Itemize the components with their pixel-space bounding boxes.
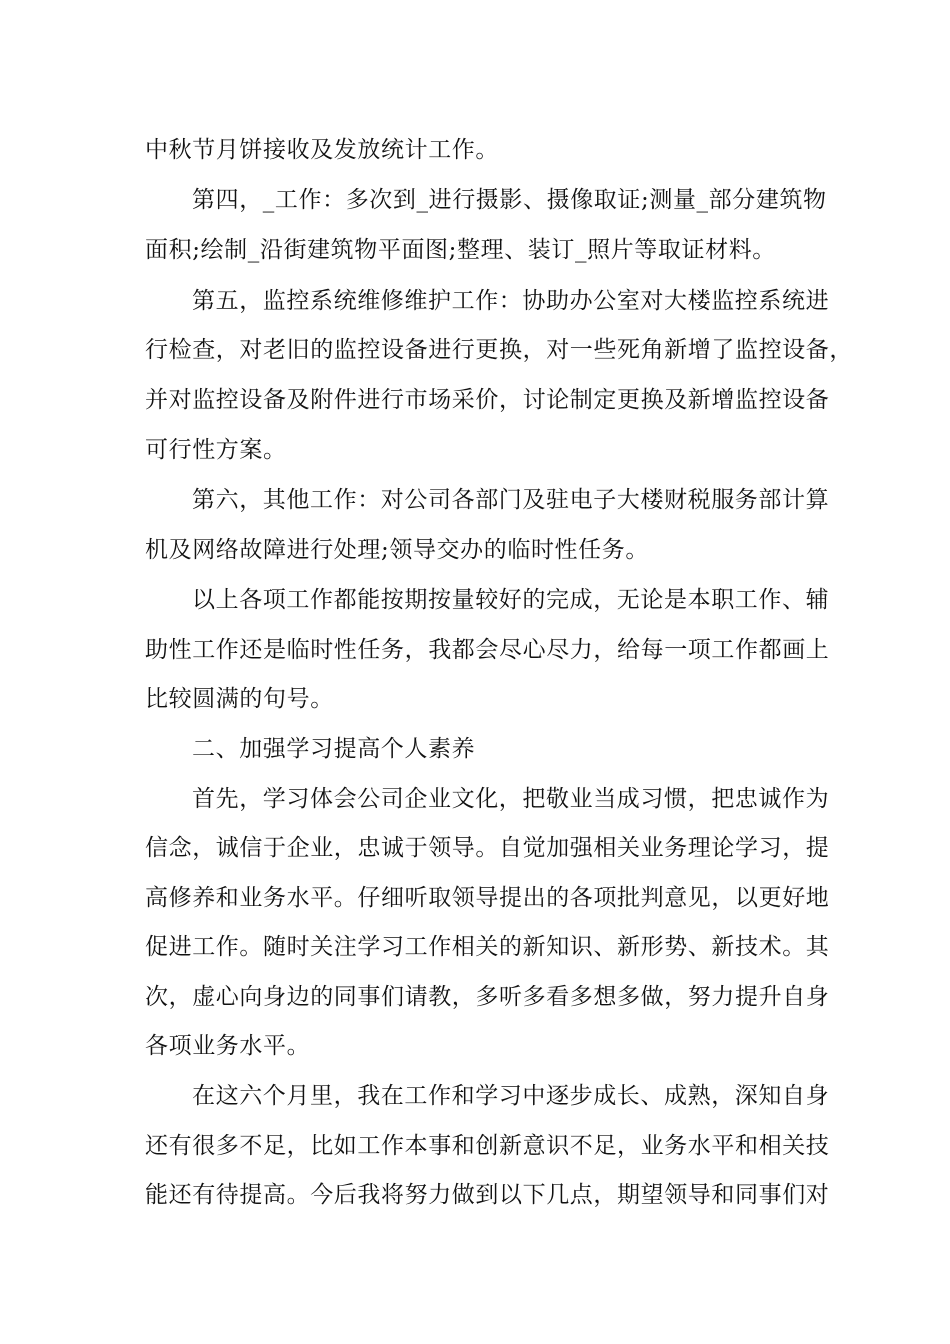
text-line: 中秋节月饼接收及发放统计工作。 bbox=[145, 137, 499, 163]
text-line: 机及网络故障进行处理;领导交办的临时性任务。 bbox=[145, 537, 649, 563]
text-line: 能还有待提高。今后我将努力做到以下几点，期望领导和同事们对 bbox=[145, 1182, 830, 1208]
text-line: 行检查，对老旧的监控设备进行更换，对一些死角新增了监控设备， bbox=[145, 337, 853, 363]
text-line: 促进工作。随时关注学习工作相关的新知识、新形势、新技术。其 bbox=[145, 934, 830, 960]
text-line: 并对监控设备及附件进行市场采价，讨论制定更换及新增监控设备 bbox=[145, 387, 830, 413]
text-line: 第四，_工作：多次到_进行摄影、摄像取证;测量_部分建筑物 bbox=[192, 187, 827, 213]
text-line: 各项业务水平。 bbox=[145, 1033, 311, 1059]
section-heading: 二、加强学习提高个人素养 bbox=[192, 736, 476, 762]
text-line: 信念，诚信于企业，忠诚于领导。自觉加强相关业务理论学习，提 bbox=[145, 835, 830, 861]
text-line: 高修养和业务水平。仔细听取领导提出的各项批判意见，以更好地 bbox=[145, 885, 830, 911]
text-line: 以上各项工作都能按期按量较好的完成，无论是本职工作、辅 bbox=[192, 587, 830, 613]
text-line: 第六，其他工作：对公司各部门及驻电子大楼财税服务部计算 bbox=[192, 487, 830, 513]
text-line: 在这六个月里，我在工作和学习中逐步成长、成熟，深知自身 bbox=[192, 1083, 830, 1109]
text-line: 助性工作还是临时性任务，我都会尽心尽力，给每一项工作都画上 bbox=[145, 637, 830, 663]
text-line: 首先，学习体会公司企业文化，把敬业当成习惯，把忠诚作为 bbox=[192, 786, 830, 812]
text-line: 还有很多不足，比如工作本事和创新意识不足，业务水平和相关技 bbox=[145, 1133, 830, 1159]
text-line: 可行性方案。 bbox=[145, 437, 287, 463]
text-line: 次，虚心向身边的同事们请教，多听多看多想多做，努力提升自身 bbox=[145, 984, 830, 1010]
text-line: 面积;绘制_沿街建筑物平面图;整理、装订_照片等取证材料。 bbox=[145, 237, 776, 263]
text-line: 第五，监控系统维修维护工作：协助办公室对大楼监控系统进 bbox=[192, 288, 830, 314]
text-line: 比较圆满的句号。 bbox=[145, 686, 334, 712]
